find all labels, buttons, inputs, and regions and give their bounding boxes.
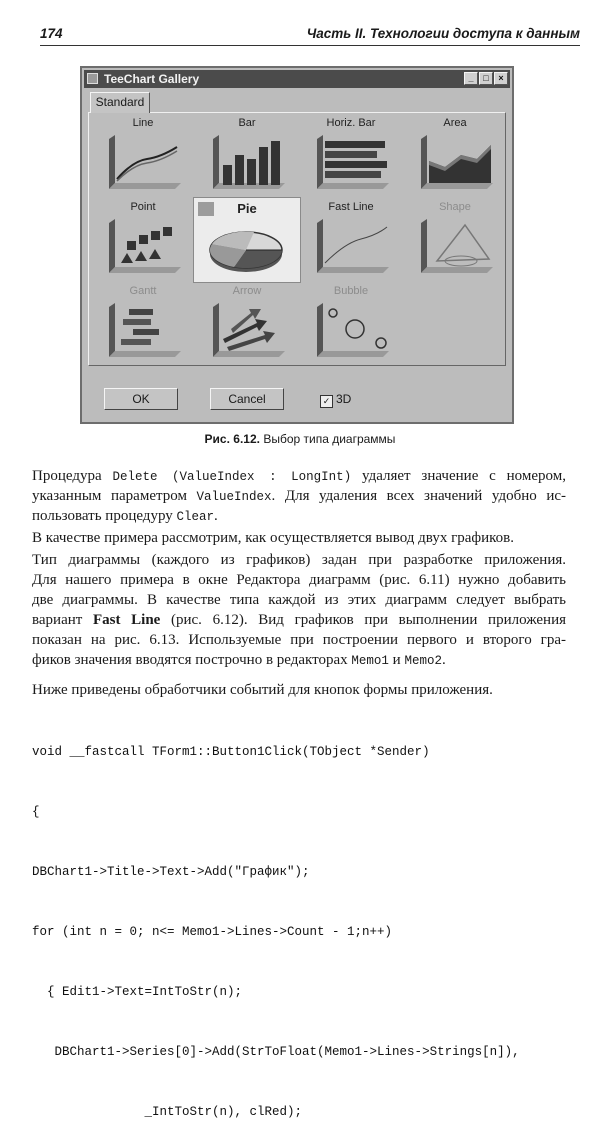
- 3d-checkbox[interactable]: [320, 392, 351, 408]
- text-line: фиков значения вводятся построчно в редакторах Memo1 и Memo2.: [32, 652, 446, 668]
- gallery-label: Point: [130, 201, 156, 213]
- inline-code: Memo2: [404, 654, 442, 668]
- bold-term: Fast Line: [92, 612, 161, 628]
- fast-line-chart-icon: [311, 215, 391, 277]
- gallery-label: Fast Line: [328, 201, 374, 213]
- text-line: Процедура Delete (ValueIndex : LongInt) удаляет значение с номером,: [32, 468, 566, 484]
- close-icon[interactable]: ×: [494, 72, 508, 85]
- part-title: Часть II. Технологии доступа к данным: [306, 26, 580, 41]
- point-chart-icon: [103, 215, 183, 277]
- pie-chart-icon: [204, 220, 288, 280]
- text-line: В качестве примера рассмотрим, как осуществляется вывод двух графиков.: [32, 530, 515, 546]
- gallery-item-gantt[interactable]: [91, 283, 195, 367]
- horizontal-bar-chart-icon: [311, 131, 391, 193]
- code-line: DBChart1->Title->Text->Add("График");: [32, 865, 310, 879]
- gallery-label: Arrow: [232, 285, 262, 297]
- minimize-icon[interactable]: _: [464, 72, 478, 85]
- cancel-button[interactable]: Cancel: [210, 388, 284, 410]
- paragraph-chart-type: [32, 550, 566, 670]
- gallery-item-pie[interactable]: [193, 197, 301, 283]
- inline-code: Delete (ValueIndex : LongInt): [112, 470, 352, 484]
- shape-chart-icon: [415, 215, 495, 277]
- text-line: Тип диаграммы (каждого из графиков) задан при разработке приложения.: [32, 552, 566, 568]
- gallery-item-line[interactable]: [91, 115, 195, 199]
- code-line: DBChart1->Series[0]->Add(StrToFloat(Memo1->Lines->Strings[n]),: [32, 1045, 520, 1059]
- gallery-panel: [88, 112, 506, 366]
- text-line: Ниже приведены обработчики событий для кнопок формы приложения.: [32, 682, 493, 698]
- tab-standard[interactable]: Standard: [90, 92, 150, 113]
- window-controls: [464, 72, 508, 85]
- gallery-label: Area: [443, 117, 467, 129]
- page-header: [40, 24, 580, 46]
- code-line: for (int n = 0; n<= Memo1->Lines->Count - 1;n++): [32, 925, 393, 939]
- gallery-item-fast-line[interactable]: [299, 199, 403, 283]
- checkbox-label: 3D: [336, 392, 352, 406]
- inline-code: Clear: [176, 510, 215, 524]
- window-titlebar: [84, 70, 510, 88]
- gallery-label: Horiz. Bar: [326, 117, 376, 129]
- text-line: указанным параметром ValueIndex. Для удаления всех значений удобно ис-: [32, 488, 566, 504]
- text-line: Для нашего примера в окне Редактора диаграмм (рис. 6.11) нужно добавить: [32, 572, 566, 588]
- text-line: вариант Fast Line (рис. 6.12). Вид графиков при выполнении приложения: [32, 612, 567, 628]
- checkbox-check-icon: ✓: [320, 395, 333, 408]
- line-chart-icon: [103, 131, 183, 193]
- gallery-label: Shape: [439, 201, 471, 213]
- code-line: void __fastcall TForm1::Button1Click(TObject *Sender): [32, 745, 430, 759]
- text-line: показан на рис. 6.13. Используемые при построении первого и второго гра-: [32, 632, 566, 648]
- text-line: две диаграммы. В качестве типа каждой из этих диаграмм следует выбрать: [32, 592, 566, 608]
- gallery-label: Pie: [237, 201, 257, 216]
- paragraph-delete: [32, 466, 566, 526]
- code-line: {: [32, 805, 40, 819]
- page-number: 174: [40, 26, 63, 41]
- app-icon: [87, 73, 98, 84]
- gallery-label: Bar: [238, 117, 256, 129]
- gallery-item-point[interactable]: [91, 199, 195, 283]
- gantt-chart-icon: [103, 299, 183, 361]
- code-line: _IntToStr(n), clRed);: [32, 1105, 303, 1119]
- code-listing: [32, 702, 520, 1142]
- bubble-chart-icon: [311, 299, 391, 361]
- paragraph-example: [32, 528, 566, 548]
- area-chart-icon: [415, 131, 495, 193]
- figure-caption-text: Выбор типа диаграммы: [263, 432, 396, 446]
- gallery-label: Line: [132, 117, 154, 129]
- gallery-item-horiz-bar[interactable]: [299, 115, 403, 199]
- arrow-chart-icon: [207, 299, 287, 361]
- gallery-label: Gantt: [129, 285, 157, 297]
- bar-chart-icon: [207, 131, 287, 193]
- teechart-gallery-window: [80, 66, 514, 424]
- inline-code: ValueIndex: [196, 490, 272, 504]
- window-title: TeeChart Gallery: [104, 72, 200, 86]
- ok-button[interactable]: OK: [104, 388, 178, 410]
- gallery-item-shape[interactable]: [403, 199, 507, 283]
- maximize-icon[interactable]: □: [479, 72, 493, 85]
- figure-number: Рис. 6.12.: [204, 432, 260, 446]
- figure-caption: [0, 432, 600, 446]
- header-rule: [40, 45, 580, 46]
- paragraph-handlers: [32, 680, 566, 700]
- gallery-label: Bubble: [333, 285, 369, 297]
- gallery-item-bar[interactable]: [195, 115, 299, 199]
- gallery-item-bubble[interactable]: [299, 283, 403, 367]
- text-line: пользовать процедуру Clear.: [32, 508, 218, 524]
- gallery-item-area[interactable]: [403, 115, 507, 199]
- gallery-item-arrow[interactable]: [195, 283, 299, 367]
- code-line: { Edit1->Text=IntToStr(n);: [32, 985, 243, 999]
- inline-code: Memo1: [351, 654, 389, 668]
